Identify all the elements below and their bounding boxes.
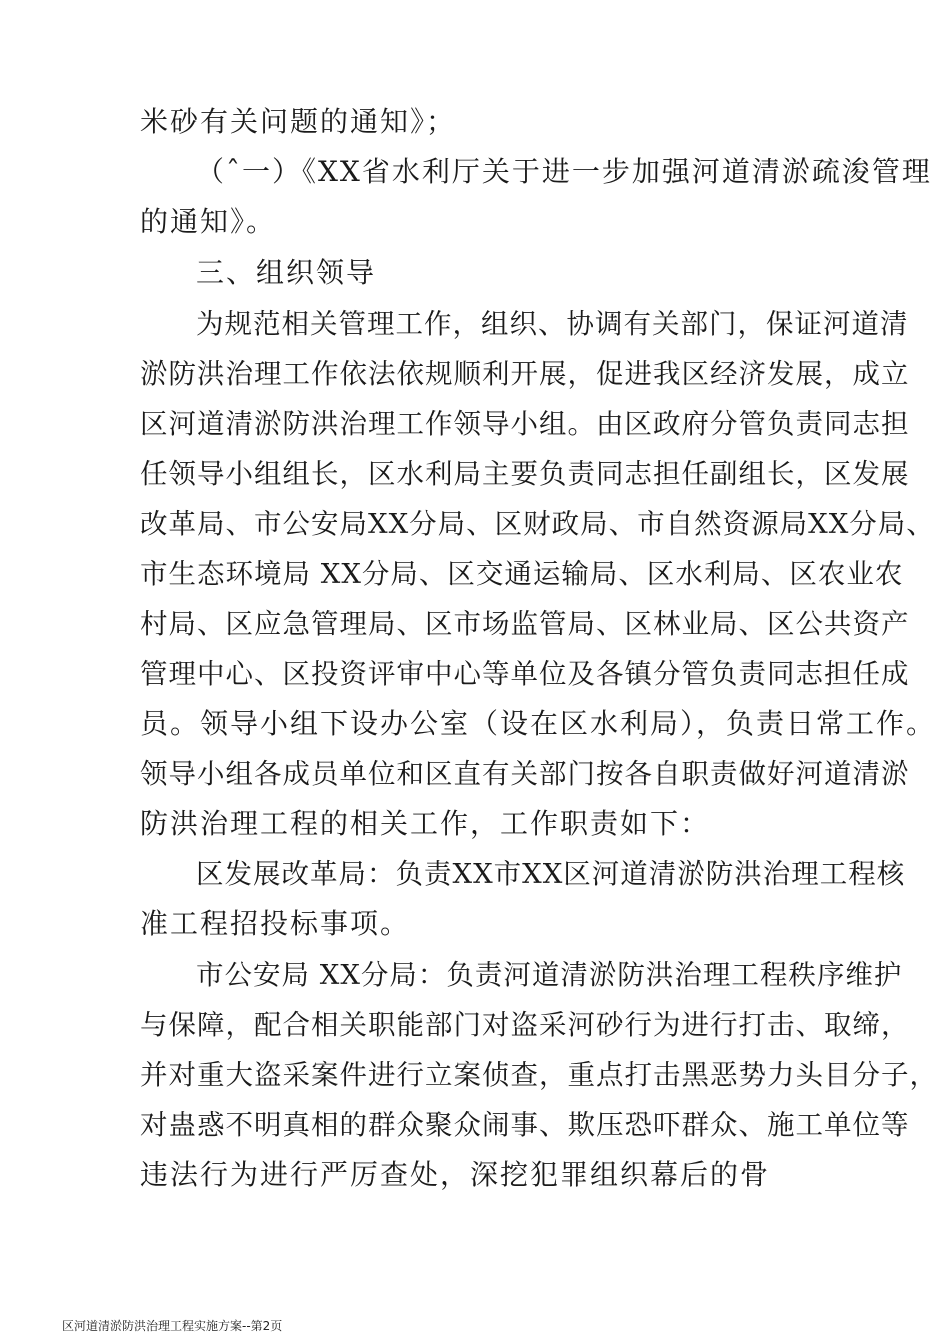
text-line: 淤防洪治理工作依法依规顺利开展，促进我区经济发展，成立 <box>140 358 910 390</box>
text-line: 对蛊惑不明真相的群众聚众闹事、欺压恐吓群众、施工单位等 <box>140 1109 910 1141</box>
text-line: 为规范相关管理工作，组织、协调有关部门，保证河道清 <box>196 308 909 340</box>
text-line: 任领导小组组长，区水利局主要负责同志担任副组长，区发展 <box>140 458 910 490</box>
page-footer: 区河道清淤防洪治理工程实施方案--第2页 <box>62 1319 283 1333</box>
text-line: 区河道清淤防洪治理工作领导小组。由区政府分管负责同志担 <box>140 408 910 440</box>
text-line: 的通知》。 <box>140 205 277 238</box>
text-line: （ˆ一）《XX省水利厅关于进一步加强河道清淤疏浚管理 <box>196 155 932 188</box>
text-line: 市公安局 XX分局：负责河道清淤防洪治理工程秩序维护 <box>196 959 903 991</box>
text-line: 改革局、市公安局XX分局、区财政局、市自然资源局XX分局、 <box>140 508 935 540</box>
text-line: 防洪治理工程的相关工作，工作职责如下： <box>140 807 711 840</box>
text-line: 米砂有关问题的通知》； <box>140 105 457 138</box>
text-line: 并对重大盗采案件进行立案侦查，重点打击黑恶势力头目分子， <box>140 1059 938 1091</box>
text-line: 村局、区应急管理局、区市场监管局、区林业局、区公共资产 <box>140 608 910 640</box>
text-line: 与保障，配合相关职能部门对盗采河砂行为进行打击、取缔， <box>140 1009 910 1041</box>
text-line: 员。领导小组下设办公室（设在区水利局），负责日常工作。 <box>140 707 937 740</box>
text-line: 违法行为进行严厉查处，深挖犯罪组织幕后的骨 <box>140 1158 771 1191</box>
text-line: 区发展改革局：负责XX市XX区河道清淤防洪治理工程核 <box>196 858 906 890</box>
section-heading: 三、组织领导 <box>196 256 377 289</box>
text-line: 管理中心、区投资评审中心等单位及各镇分管负责同志担任成 <box>140 658 910 690</box>
text-line: 准工程招投标事项。 <box>140 907 411 940</box>
text-line: 领导小组各成员单位和区直有关部门按各自职责做好河道清淤 <box>140 758 910 790</box>
text-line: 市生态环境局 XX分局、区交通运输局、区水利局、区农业农 <box>140 558 904 590</box>
